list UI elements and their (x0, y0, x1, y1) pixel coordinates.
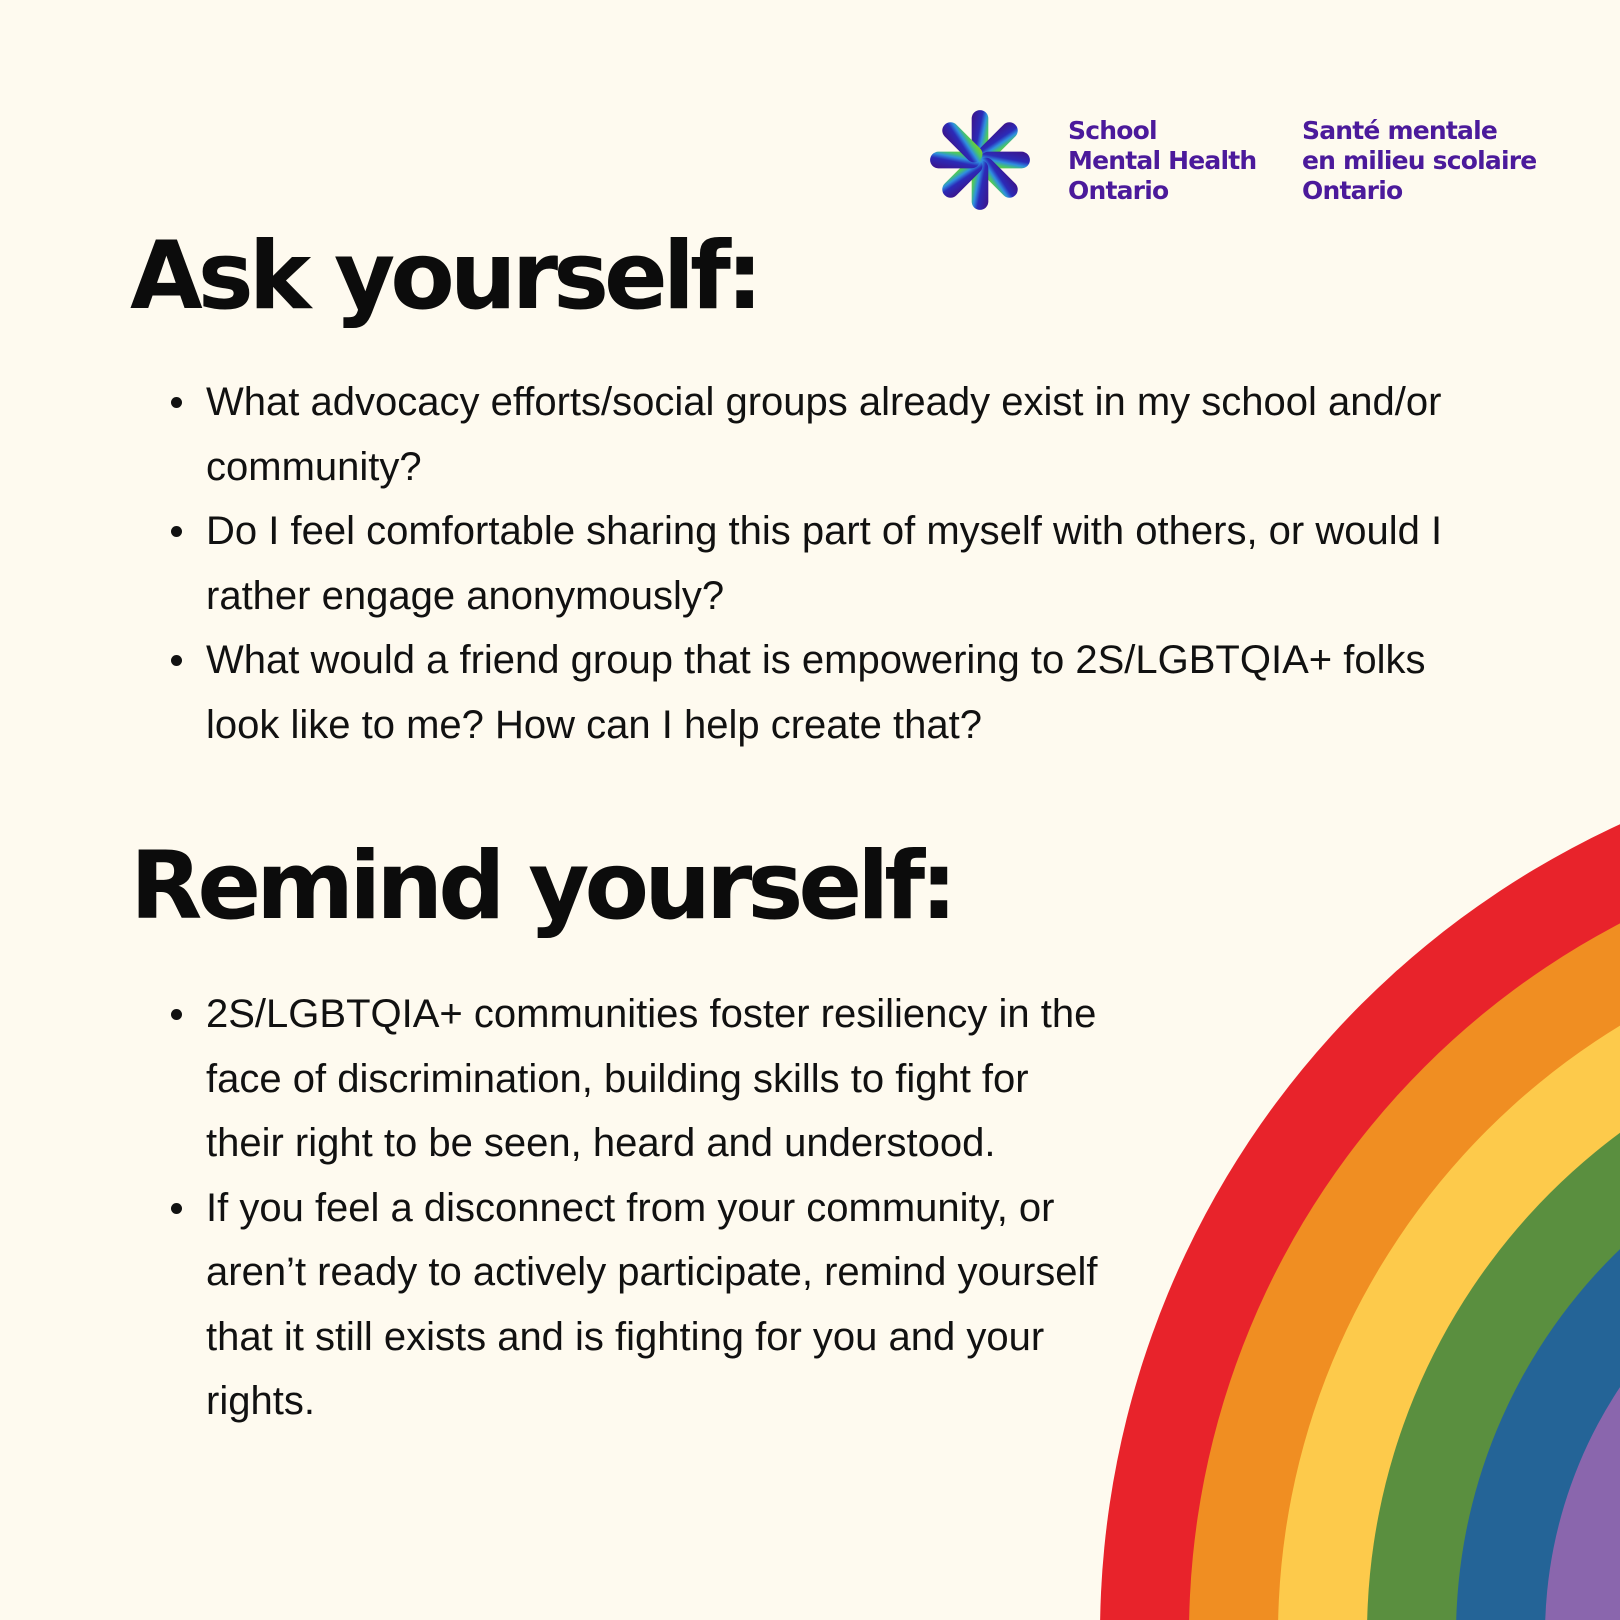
school-mental-health-ontario-logo (928, 108, 1552, 212)
ask-yourself-list (206, 370, 1466, 757)
remind-yourself-heading: Remind yourself: (130, 832, 953, 941)
remind-list-item: If you feel a disconnect from your community, or aren’t ready to actively participate, remind yourself that it still exists and is fighting for you and your rights. (206, 1176, 1106, 1434)
logo-en-line-3: Ontario (1068, 176, 1169, 205)
ask-list-item: Do I feel comfortable sharing this part of myself with others, or would I rather engage anonymously? (206, 499, 1466, 628)
remind-list-item: 2S/LGBTQIA+ communities foster resiliency in the face of discrimination, building skills to fight for their right to be seen, heard and understood. (206, 982, 1106, 1176)
logo-text-english (1068, 116, 1268, 206)
logo-fr-line-1: Santé mentale (1302, 116, 1498, 145)
ask-yourself-heading: Ask yourself: (130, 222, 759, 331)
logo-en-line-2: Mental Health (1068, 146, 1257, 175)
remind-yourself-list (206, 982, 1106, 1434)
flower-logo-icon (928, 108, 1032, 212)
logo-fr-line-2: en milieu scolaire (1302, 146, 1537, 175)
ask-list-item: What would a friend group that is empowering to 2S/LGBTQIA+ folks look like to me? How can I help create that? (206, 628, 1466, 757)
ask-list-item: What advocacy efforts/social groups already exist in my school and/or community? (206, 370, 1466, 499)
logo-text-french (1302, 116, 1552, 206)
logo-en-line-1: School (1068, 116, 1157, 145)
logo-fr-line-3: Ontario (1302, 176, 1403, 205)
rainbow-arcs (1100, 743, 1620, 1620)
